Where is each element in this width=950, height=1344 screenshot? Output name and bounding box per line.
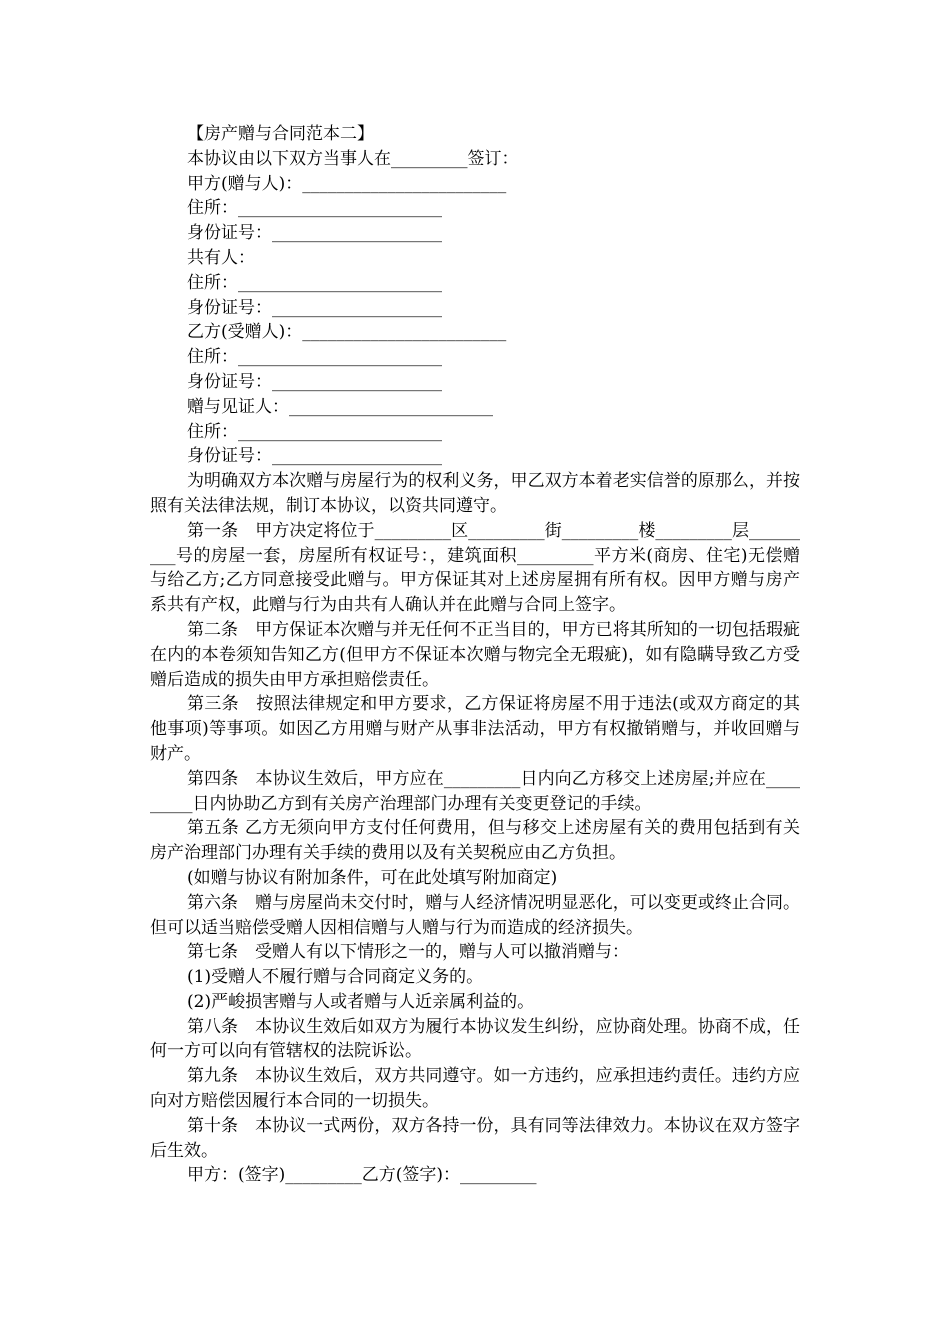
header-line-party-a-id: 身份证号：____________________ bbox=[187, 223, 442, 244]
additional-terms-note: (如赠与协议有附加条件，可在此处填写附加商定) bbox=[187, 867, 558, 888]
header-line-party-b-id: 身份证号：____________________ bbox=[187, 371, 442, 392]
header-line-signing-place: 本协议由以下双方当事人在_________签订： bbox=[187, 148, 519, 169]
article-2-paragraph: 第二条 甲方保证本次赠与并无任何不正当目的，甲方已将其所知的一切包括瑕疵在内的本卷须知告知乙方(但甲方不保证本次赠与物完全无瑕疵)，如有隐瞒导致乙方受赠后造成的损失由甲方承担赔偿责任。 bbox=[150, 619, 800, 690]
header-line-witness: 赠与见证人：________________________ bbox=[187, 396, 493, 417]
article-6-paragraph: 第六条 赠与房屋尚未交付时，赠与人经济情况明显恶化，可以变更或终止合同。但可以适当赔偿受赠人因相信赠与人赠与行为而造成的经济损失。 bbox=[150, 892, 800, 938]
header-line-party-b: 乙方(受赠人)：________________________ bbox=[187, 322, 507, 343]
signature-line: 甲方：(签字)_________乙方(签字)：_________ bbox=[187, 1165, 537, 1186]
header-line-co-owner-id: 身份证号：____________________ bbox=[187, 297, 442, 318]
document-page bbox=[150, 122, 800, 1188]
header-line-witness-id: 身份证号：____________________ bbox=[187, 446, 442, 467]
article-7-item-1: (1)受赠人不履行赠与合同商定义务的。 bbox=[187, 967, 484, 988]
article-7-paragraph: 第七条 受赠人有以下情形之一的，赠与人可以撤消赠与： bbox=[187, 942, 629, 963]
header-line-co-owner: 共有人： bbox=[187, 247, 255, 268]
document-title: 【房产赠与合同范本二】 bbox=[187, 124, 374, 144]
header-line-party-b-address: 住所：________________________ bbox=[187, 347, 442, 368]
article-4-paragraph: 第四条 本协议生效后，甲方应在_________日内向乙方移交上述房屋;并应在_________日内协助乙方到有关房产治理部门办理有关变更登记的手续。 bbox=[150, 768, 800, 814]
header-line-party-a: 甲方(赠与人)：________________________ bbox=[187, 173, 507, 194]
header-line-witness-address: 住所：________________________ bbox=[187, 421, 442, 442]
article-3-paragraph: 第三条 按照法律规定和甲方要求，乙方保证将房屋不用于违法(或双方商定的其他事项)等事项。如因乙方用赠与财产从事非法活动，甲方有权撤销赠与，并收回赠与财产。 bbox=[150, 694, 800, 764]
preamble-paragraph: 为明确双方本次赠与房屋行为的权利义务，甲乙双方本着老实信誉的原那么，并按照有关法律法规，制订本协议，以资共同遵守。 bbox=[150, 471, 800, 516]
article-7-item-2: (2)严峻损害赠与人或者赠与人近亲属利益的。 bbox=[187, 991, 535, 1012]
header-line-party-a-address: 住所：________________________ bbox=[187, 198, 442, 219]
header-line-co-owner-address: 住所：________________________ bbox=[187, 272, 442, 293]
article-5-paragraph: 第五条 乙方无须向甲方支付任何费用，但与移交上述房屋有关的费用包括到有关房产治理部门办理有关手续的费用以及有关契税应由乙方负担。 bbox=[150, 818, 800, 864]
article-10-paragraph: 第十条 本协议一式两份，双方各持一份，具有同等法律效力。本协议在双方签字后生效。 bbox=[150, 1115, 800, 1161]
article-8-paragraph: 第八条 本协议生效后如双方为履行本协议发生纠纷，应协商处理。协商不成，任何一方可以向有管辖权的法院诉讼。 bbox=[150, 1016, 800, 1062]
article-9-paragraph: 第九条 本协议生效后，双方共同遵守。如一方违约，应承担违约责任。违约方应向对方赔偿因履行本合同的一切损失。 bbox=[150, 1066, 800, 1112]
article-1-paragraph: 第一条 甲方决定将位于_________区_________街_________楼_________层_________号的房屋一套，房屋所有权证号：，建筑面积_________平方米(商房、住宅)无偿赠与给乙方;乙方同意接受此赠与。甲方保证其对上述房屋拥有所有权。因甲方赠与房产系共有产权，此赠与行为由共有人确认并在此赠与合同上签字。 bbox=[150, 520, 800, 616]
